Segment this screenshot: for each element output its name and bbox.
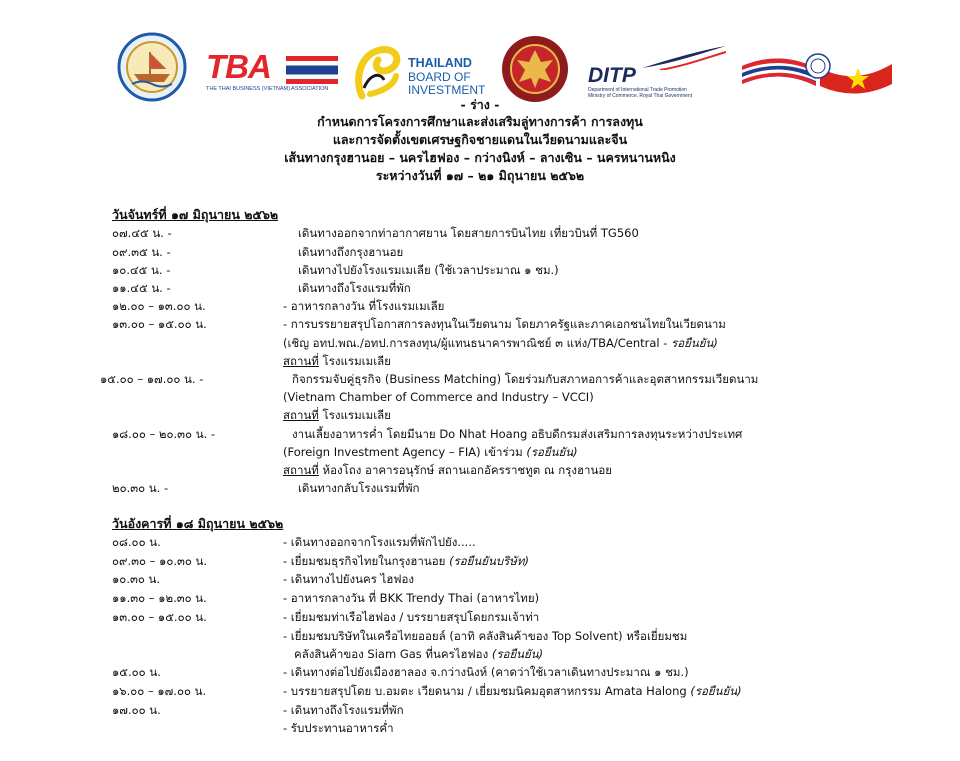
schedule-activity: - เดินทางไปยังนคร ไฮฟอง (283, 572, 415, 586)
venue-name: ห้องโถง อาคารอนุรักษ์ สถานเอกอัครราชทูต ณ กรุงฮานอย (318, 463, 612, 477)
schedule-time: ๑๖.๐๐ – ๑๗.๐๐ น. (112, 684, 207, 698)
tba-logo (206, 48, 338, 97)
schedule-time: ๑๕.๐๐ – ๑๗.๐๐ น. - (100, 372, 204, 386)
schedule-time: ๑๓.๐๐ – ๑๕.๐๐ น. (112, 317, 207, 331)
draft-label: - ร่าง - (460, 97, 500, 112)
schedule-time: ๑๘.๐๐ – ๒๐.๓๐ น. - (112, 427, 216, 441)
venue-line (283, 408, 391, 423)
schedule-time: ๑๓.๐๐ – ๑๕.๐๐ น. (112, 610, 207, 624)
venue-name: โรงแรมเมเลีย (318, 408, 391, 422)
schedule-activity: เดินทางถึงโรงแรมที่พัก (298, 281, 411, 295)
schedule-activity: - การบรรยายสรุปโอกาสการลงทุนในเวียดนาม โดยภาครัฐและภาคเอกชนไทยในเวียดนาม (283, 317, 726, 331)
schedule-activity (283, 554, 529, 569)
schedule-time: ๑๐.๓๐ น. (112, 572, 161, 586)
schedule-activity: - อาหารกลางวัน ที่โรงแรมเมเลีย (283, 299, 445, 313)
schedule-activity (283, 684, 742, 699)
schedule-time: ๐๙.๓๕ น. - (112, 245, 171, 259)
pending-note: รอยืนยัน) (671, 336, 718, 350)
schedule-time: ๐๙.๓๐ – ๑๐.๓๐ น. (112, 554, 208, 568)
venue-line (283, 463, 612, 478)
ditp-logo-sub1: Department of International Trade Promotion (588, 87, 687, 93)
pending-note: (รอยืนยัน) (690, 684, 742, 698)
schedule-activity: เดินทางออกจากท่าอากาศยาน โดยสายการบินไทย เที่ยวบินที่ TG560 (298, 226, 639, 240)
schedule-activity: - เดินทางถึงโรงแรมที่พัก (283, 703, 404, 717)
schedule-time: ๑๗.๐๐ น. (112, 703, 161, 717)
schedule-activity: - เดินทางออกจากโรงแรมที่พักไปยัง..... (283, 535, 476, 549)
boi-swirl-icon (350, 44, 406, 102)
invitee-list: (เชิญ อทป.พณ./อทป.การลงทุน/ผู้แทนธนาคารพาณิชย์ ๓ แห่ง/TBA/Central - (283, 336, 672, 350)
schedule-time: ๑๑.๔๕ น. - (112, 281, 171, 295)
tba-logo-text: TBA (206, 48, 271, 85)
ditp-logo-text: DITP (588, 64, 636, 87)
program-title-line2: และการจัดตั้งเขตเศรษฐกิจชายแดนในเวียดนามและจีน (332, 132, 628, 147)
boi-logo-line2: BOARD OF (408, 70, 471, 84)
schedule-activity: เดินทางถึงกรุงฮานอย (298, 245, 404, 259)
schedule-activity: - เยี่ยมชมท่าเรือไฮฟอง / บรรยายสรุปโดยกรมเจ้าท่า (283, 610, 540, 624)
schedule-activity: - เดินทางต่อไปยังเมืองฮาลอง จ.กว่างนิงห์ (คาดว่าใช้เวลาเดินทางประมาณ ๑ ชม.) (283, 665, 689, 679)
schedule-activity: งานเลี้ยงอาหารค่ำ โดยมีนาย Do Nhat Hoang อธิบดีกรมส่งเสริมการลงทุนระหว่างประเทศ (292, 427, 743, 441)
thai-flag-icon (286, 56, 338, 84)
garuda-emblem-logo (495, 34, 575, 104)
pending-note: (รอยืนยันบริษัท) (449, 554, 529, 568)
activity-text: - บรรยายสรุปโดย บ.อมตะ เวียดนาม / เยี่ยมชมนิคมอุตสาหกรรม Amata Halong (283, 684, 691, 698)
tba-logo-subtitle: THE THAI BUSINESS (VIETNAM) ASSOCIATION (206, 86, 329, 92)
schedule-time: ๐๘.๐๐ น. (112, 535, 161, 549)
schedule-time: ๑๕.๐๐ น. (112, 665, 161, 679)
boi-logo-line3: INVESTMENT (408, 83, 486, 97)
schedule-activity-detail: (Vietnam Chamber of Commerce and Industry – VCCI) (283, 390, 594, 404)
ditp-logo (588, 44, 728, 99)
program-dates: ระหว่างวันที่ ๑๗ – ๒๑ มิถุนายน ๒๕๖๒ (375, 168, 585, 183)
venue-label: สถานที่ (283, 408, 319, 422)
schedule-activity-detail (283, 336, 718, 351)
thai-vietnam-flags-logo (740, 46, 895, 96)
schedule-activity: เดินทางไปยังโรงแรมเมเลีย (ใช้เวลาประมาณ ๑ ชม.) (298, 263, 559, 277)
schedule-activity: - อาหารกลางวัน ที่ BKK Trendy Thai (อาหารไทย) (283, 591, 540, 605)
activity-text: - เยี่ยมชมธุรกิจไทยในกรุงฮานอย (283, 554, 450, 568)
day2-heading: วันอังคารที่ ๑๘ มิถุนายน ๒๕๖๒ (112, 516, 284, 531)
schedule-time: ๑๑.๓๐ – ๑๒.๓๐ น. (112, 591, 207, 605)
schedule-activity: - เยี่ยมชมบริษัทในเครือไทยออยล์ (อาทิ คลังสินค้าของ Top Solvent) หรือเยี่ยมชม (283, 629, 688, 643)
venue-line (283, 354, 391, 369)
program-route: เส้นทางกรุงฮานอย – นครไฮฟอง – กว่างนิงห์ – ลางเซิน – นครหนานหนิง (284, 150, 676, 165)
schedule-activity-detail (294, 647, 543, 662)
schedule-activity: กิจกรรมจับคู่ธุรกิจ (Business Matching) โดยร่วมกับสภาหอการค้าและอุตสาหกรรมเวียดนาม (292, 372, 759, 386)
schedule-time: ๐๗.๔๕ น. - (112, 226, 172, 240)
logo-strip (0, 30, 960, 105)
ditp-swoosh-icon (640, 44, 728, 70)
venue-label: สถานที่ (283, 463, 319, 477)
schedule-time: ๑๐.๔๕ น. - (112, 263, 171, 277)
ditp-logo-sub2: Ministry of Commerce, Royal Thai Government (588, 93, 693, 99)
schedule-time: ๑๒.๐๐ – ๑๓.๐๐ น. (112, 299, 206, 313)
schedule-activity-detail (283, 445, 578, 460)
boi-logo (350, 44, 485, 104)
schedule-activity: เดินทางกลับโรงแรมที่พัก (298, 481, 420, 495)
pending-note: (รอยืนยัน) (526, 445, 578, 459)
thai-business-seal-logo (112, 32, 192, 102)
day1-heading: วันจันทร์ที่ ๑๗ มิถุนายน ๒๕๖๒ (112, 207, 279, 222)
pending-note: (รอยืนยัน) (491, 647, 544, 661)
program-title-line1: กำหนดการโครงการศึกษาและส่งเสริมลู่ทางการค้า การลงทุน (317, 114, 643, 129)
schedule-time: ๒๐.๓๐ น. - (112, 481, 169, 495)
activity-text: คลังสินค้าของ Siam Gas ที่นครไฮฟอง (294, 647, 492, 661)
venue-label: สถานที่ (283, 354, 319, 368)
boi-logo-line1: THAILAND (408, 56, 472, 70)
schedule-activity: - รับประทานอาหารค่ำ (283, 721, 394, 735)
agency-name: (Foreign Investment Agency – FIA) เข้าร่วม (283, 445, 527, 459)
venue-name: โรงแรมเมเลีย (318, 354, 391, 368)
